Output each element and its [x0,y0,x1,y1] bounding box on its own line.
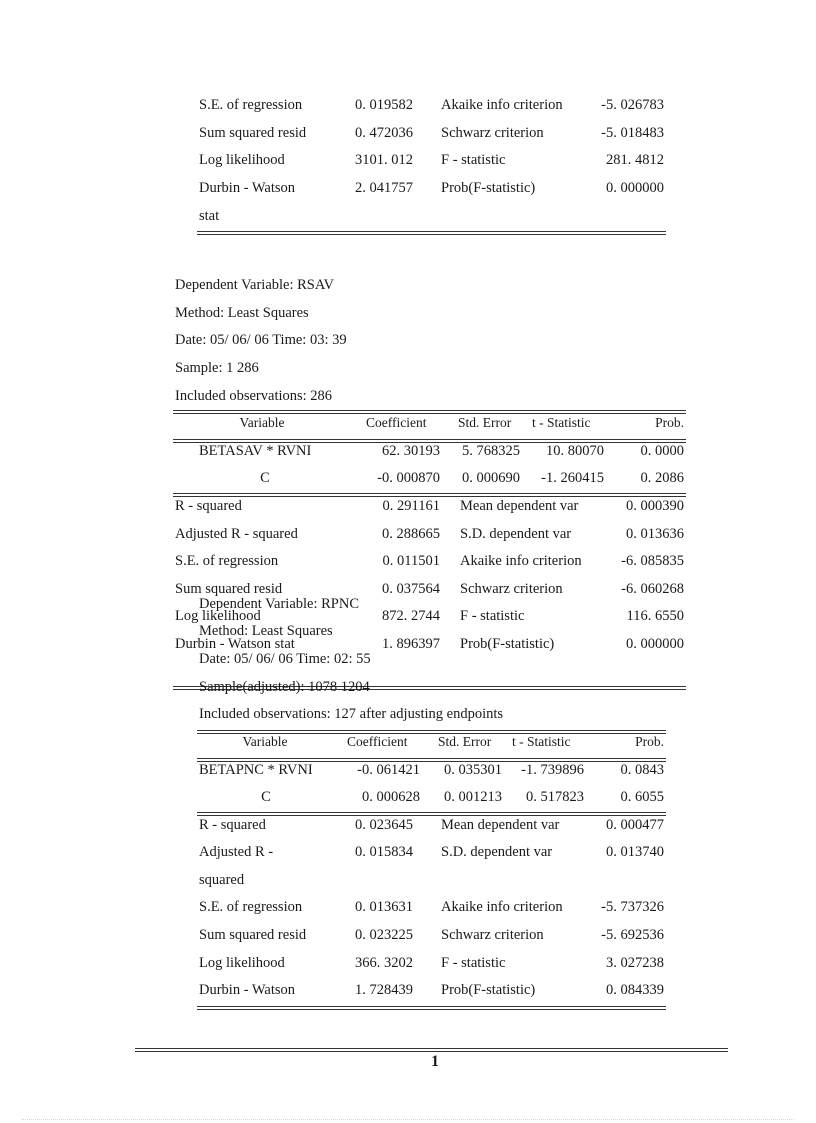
stat-label: Durbin - Watson [199,982,296,998]
table-top-rule [173,410,686,414]
stat-name: Prob(F-statistic) [441,180,536,196]
column-header-t-statistic: t - Statistic [532,415,591,430]
coefficient-value: -0. 061421 [357,762,420,778]
stat-value: 0. 011501 [382,553,440,569]
stat-value: 0. 037564 [382,581,440,597]
stat-number: 0. 084339 [606,982,664,998]
stat-label: Durbin - Watson stat [175,636,295,652]
stat-label: Sum squared resid [175,581,283,597]
stat-name: Akaike info criterion [460,553,582,569]
page-edge-dotted-line [22,1119,794,1120]
stat-label: Sum squared resid [199,125,307,141]
column-header-prob: Prob. [635,734,664,749]
t-statistic-value: 0. 517823 [526,789,584,805]
stat-value: 0. 291161 [382,498,440,514]
stat-name: Prob(F-statistic) [441,982,536,998]
stat-label-continuation: stat [199,208,220,224]
stat-name: Mean dependent var [441,817,560,833]
column-header-std-error: Std. Error [438,734,492,749]
prob-value: 0. 0000 [640,443,684,459]
stat-value: 0. 013631 [355,899,413,915]
column-header-variable: Variable [239,415,285,430]
stat-value: 1. 896397 [382,636,440,652]
stat-value: 0. 023645 [355,817,413,833]
stat-number: 281. 4812 [606,152,664,168]
sample: Sample(adjusted): 1078 1204 [199,679,370,695]
footer-rule [135,1048,728,1052]
stat-name: F - statistic [441,955,506,971]
stat-value: 0. 015834 [355,844,413,860]
stat-number: -5. 026783 [601,97,664,113]
method: Method: Least Squares [199,623,333,639]
column-header-t-statistic: t - Statistic [512,734,571,749]
stat-name: F - statistic [441,152,506,168]
stat-label: S.E. of regression [175,553,279,569]
stat-number: -5. 018483 [601,125,664,141]
page-number: 1 [431,1053,439,1070]
stat-value: 0. 288665 [382,526,440,542]
stat-label: R - squared [199,817,266,833]
included-observations: Included observations: 127 after adjusting endpoints [199,706,504,722]
stat-label: Log likelihood [199,955,285,971]
stat-name: S.D. dependent var [441,844,553,860]
variable-name: BETAPNC * RVNI [199,762,313,778]
t-statistic-value: -1. 260415 [541,470,604,486]
stat-label: S.E. of regression [199,899,303,915]
stat-name: Akaike info criterion [441,899,563,915]
date-time: Date: 05/ 06/ 06 Time: 02: 55 [199,651,371,667]
stat-label: Sum squared resid [199,927,307,943]
stat-number: 0. 013636 [626,526,684,542]
stat-label: Durbin - Watson [199,180,296,196]
table-bottom-rule [197,231,666,235]
dependent-variable: Dependent Variable: RSAV [175,277,334,293]
coefficients-bottom-rule [197,812,666,816]
prob-value: 0. 6055 [620,789,664,805]
stat-number: -5. 737326 [601,899,664,915]
stat-number: -6. 085835 [621,553,684,569]
stat-name: Schwarz criterion [460,581,563,597]
variable-name: C [261,789,271,805]
method: Method: Least Squares [175,305,309,321]
stat-label-continuation: squared [199,872,245,888]
std-error-value: 0. 035301 [444,762,502,778]
prob-value: 0. 2086 [640,470,684,486]
stat-value: 1. 728439 [355,982,413,998]
stat-name: F - statistic [460,608,525,624]
stat-value: 0. 023225 [355,927,413,943]
std-error-value: 0. 000690 [462,470,520,486]
table-bottom-rule [197,1006,666,1010]
stat-number: 0. 000477 [606,817,664,833]
stat-label: Log likelihood [199,152,285,168]
sample: Sample: 1 286 [175,360,259,376]
dependent-variable: Dependent Variable: RPNC [199,596,360,612]
stat-label: S.E. of regression [199,97,303,113]
stat-number: 0. 000000 [626,636,684,652]
stat-name: Akaike info criterion [441,97,563,113]
std-error-value: 0. 001213 [444,789,502,805]
column-header-std-error: Std. Error [458,415,512,430]
stat-name: Mean dependent var [460,498,579,514]
stat-name: Prob(F-statistic) [460,636,555,652]
stat-number: 0. 013740 [606,844,664,860]
stat-value: 872. 2744 [382,608,440,624]
stat-name: Schwarz criterion [441,927,544,943]
included-observations: Included observations: 286 [175,388,333,404]
column-header-coefficient: Coefficient [366,415,427,430]
stat-value: 0. 019582 [355,97,413,113]
column-header-prob: Prob. [655,415,684,430]
stat-number: -6. 060268 [621,581,684,597]
stat-number: 0. 000390 [626,498,684,514]
stat-name: S.D. dependent var [460,526,572,542]
column-header-coefficient: Coefficient [347,734,408,749]
t-statistic-value: -1. 739896 [521,762,584,778]
stat-value: 3101. 012 [355,152,413,168]
stat-name: Schwarz criterion [441,125,544,141]
stat-number: 3. 027238 [606,955,664,971]
stat-value: 0. 472036 [355,125,413,141]
coefficients-bottom-rule [173,493,686,497]
t-statistic-value: 10. 80070 [546,443,604,459]
stat-label: Adjusted R - [199,844,274,860]
variable-name: C [260,470,270,486]
std-error-value: 5. 768325 [462,443,520,459]
variable-name: BETASAV * RVNI [199,443,312,459]
stat-label: Adjusted R - squared [175,526,298,542]
column-header-variable: Variable [242,734,288,749]
coefficient-value: 0. 000628 [362,789,420,805]
stat-number: 116. 6550 [626,608,684,624]
stat-value: 366. 3202 [355,955,413,971]
date-time: Date: 05/ 06/ 06 Time: 03: 39 [175,332,347,348]
stat-number: -5. 692536 [601,927,664,943]
stat-number: 0. 000000 [606,180,664,196]
coefficient-value: -0. 000870 [377,470,440,486]
stat-label: R - squared [175,498,242,514]
prob-value: 0. 0843 [620,762,664,778]
coefficient-value: 62. 30193 [382,443,440,459]
stat-label: Log likelihood [175,608,261,624]
stat-value: 2. 041757 [355,180,413,196]
